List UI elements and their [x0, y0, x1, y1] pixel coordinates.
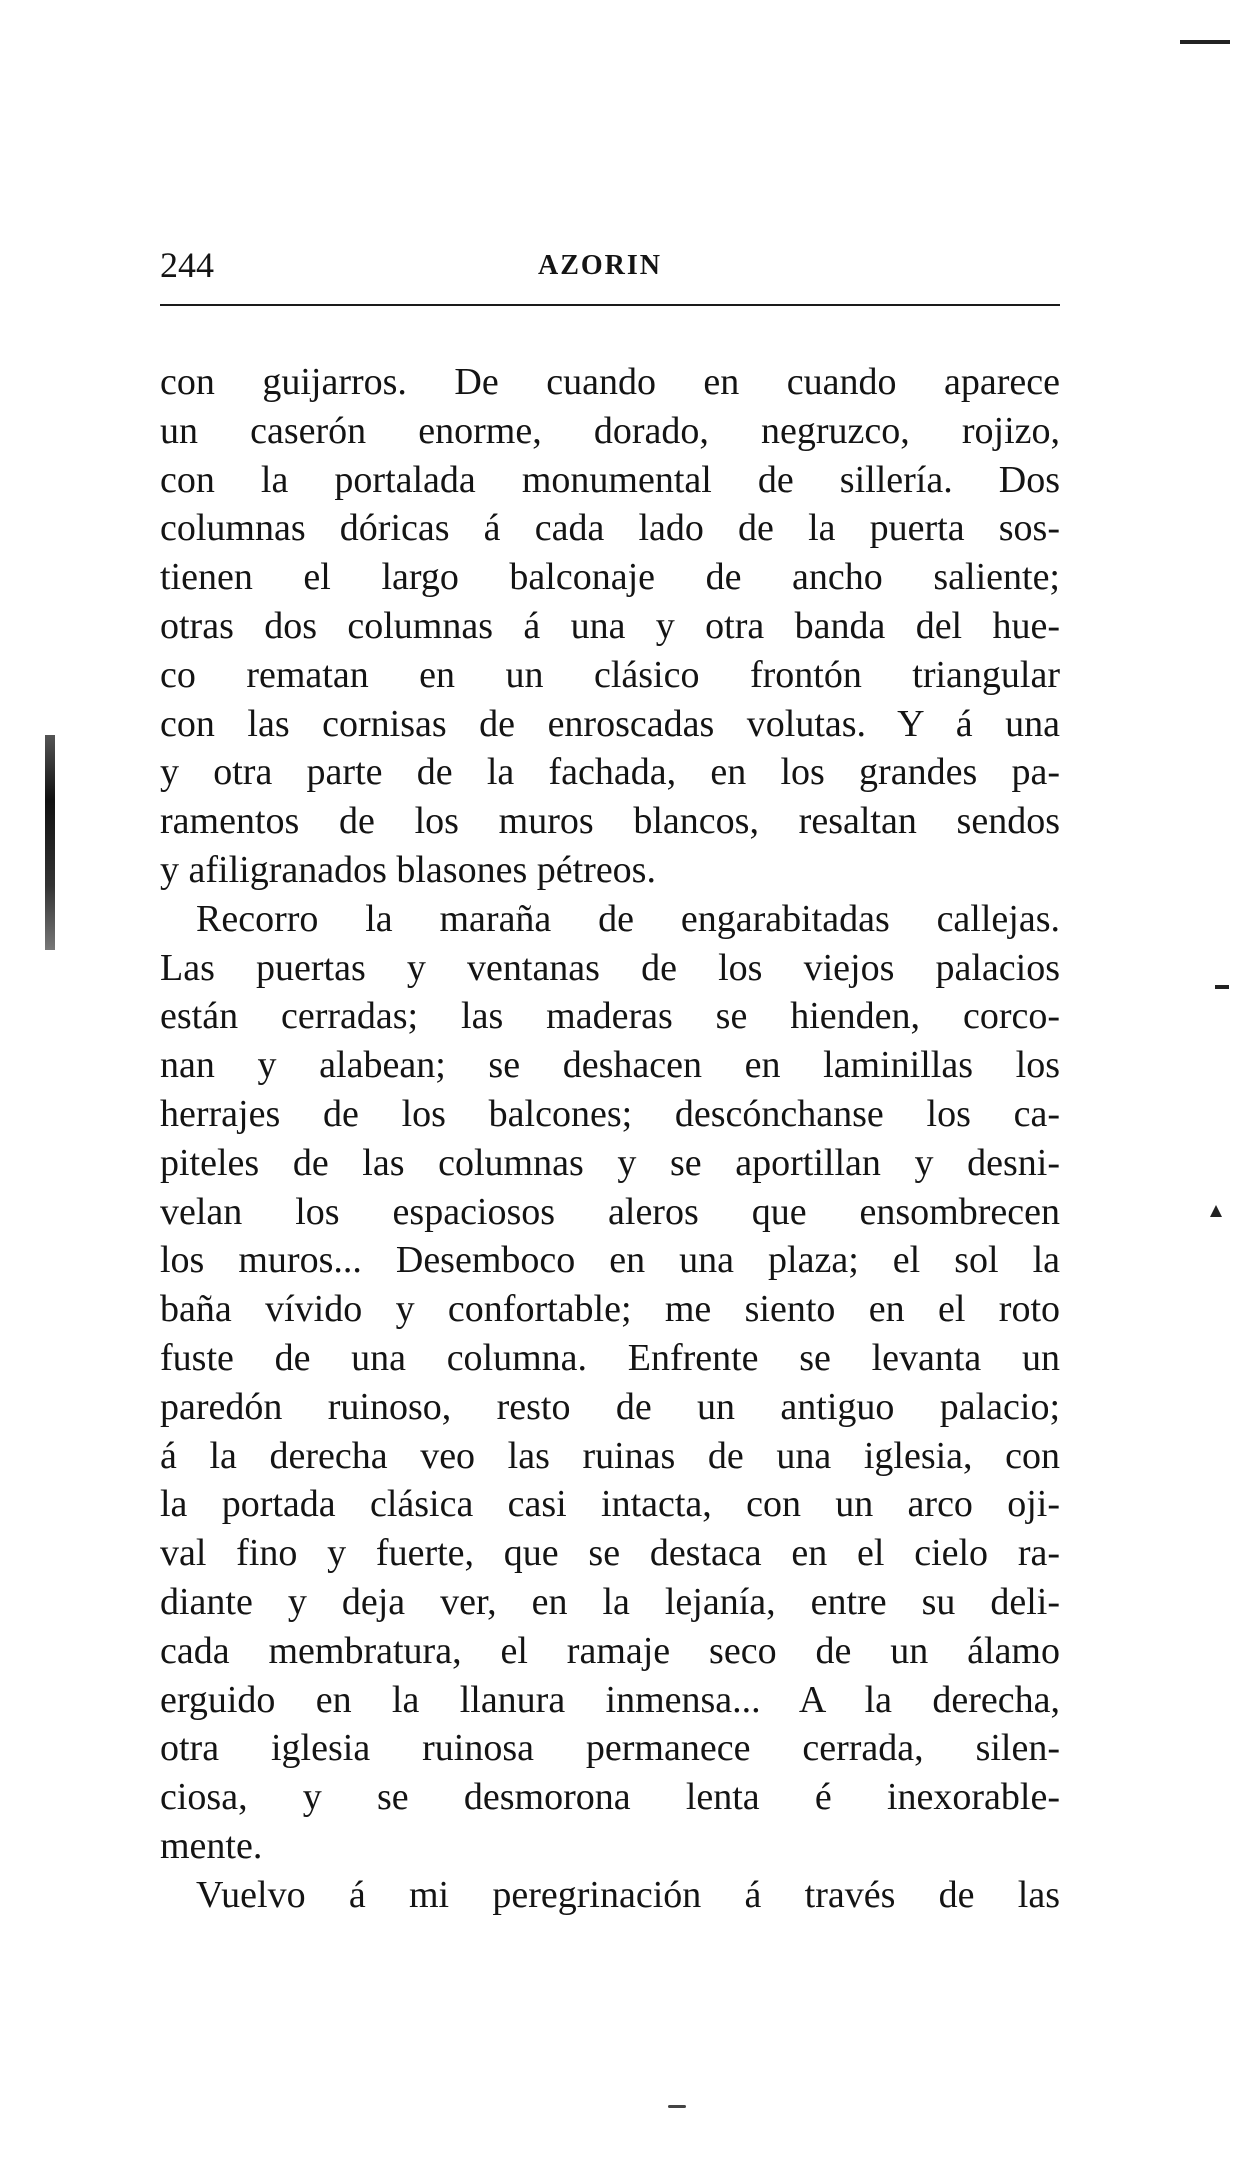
binding-shadow-mark: [45, 735, 55, 950]
text-line: están cerradas; las maderas se hienden, corco-: [160, 995, 1060, 1038]
margin-mark-right-lower: [1210, 1205, 1222, 1217]
margin-mark-right: [1215, 985, 1229, 989]
text-line: tienen el largo balconaje de ancho saliente;: [160, 556, 1060, 599]
running-head: [160, 244, 1060, 294]
text-line: baña vívido y confortable; me siento en el roto: [160, 1288, 1060, 1331]
header-rule: [160, 304, 1060, 306]
text-line: velan los espaciosos aleros que ensombrecen: [160, 1190, 1060, 1233]
text-line: fuste de una columna. Enfrente se levanta un: [160, 1336, 1060, 1379]
text-line: y otra parte de la fachada, en los grandes pa-: [160, 751, 1060, 794]
text-line: con guijarros. De cuando en cuando aparece: [160, 361, 1060, 403]
text-line: val fino y fuerte, que se destaca en el cielo ra-: [160, 1532, 1060, 1575]
text-line: co rematan en un clásico frontón triangular: [160, 653, 1060, 696]
text-line: un caserón enorme, dorado, negruzco, rojizo,: [160, 409, 1060, 452]
text-line: con la portalada monumental de sillería. Dos: [160, 458, 1060, 501]
text-line: la portada clásica casi intacta, con un arco oji-: [160, 1483, 1060, 1526]
text-line: diante y deja ver, en la lejanía, entre su deli-: [160, 1580, 1060, 1623]
text-line: columnas dóricas á cada lado de la puerta sos-: [160, 507, 1060, 550]
text-line: á la derecha veo las ruinas de una iglesia, con: [160, 1434, 1060, 1477]
text-line: piteles de las columnas y se aportillan y desni-: [160, 1141, 1060, 1184]
text-line: paredón ruinoso, resto de un antiguo palacio;: [160, 1385, 1060, 1428]
running-title: AZORIN: [538, 250, 663, 281]
text-line: erguido en la llanura inmensa... A la derecha,: [160, 1678, 1060, 1721]
text-line-paragraph-end: mente.: [160, 1824, 263, 1867]
text-line: nan y alabean; se deshacen en laminillas los: [160, 1044, 1060, 1087]
text-line-paragraph-start: Recorro la maraña de engarabitadas callejas.: [196, 897, 1060, 940]
text-line-paragraph-start: Vuelvo á mi peregrinación á través de las: [196, 1873, 1060, 1916]
text-line: ciosa, y se desmorona lenta é inexorable-: [160, 1776, 1060, 1819]
page-number: 244: [160, 245, 214, 285]
margin-mark-bottom: [668, 2105, 686, 2108]
text-line: los muros... Desemboco en una plaza; el sol la: [160, 1239, 1060, 1282]
margin-mark-top: [1180, 40, 1230, 44]
text-line: ramentos de los muros blancos, resaltan sendos: [160, 800, 1060, 843]
text-line: otras dos columnas á una y otra banda del hue-: [160, 604, 1060, 647]
text-line: herrajes de los balcones; descónchanse los ca-: [160, 1092, 1060, 1135]
text-line-paragraph-end: y afiligranados blasones pétreos.: [160, 848, 656, 891]
text-line: Las puertas y ventanas de los viejos palacios: [160, 946, 1060, 989]
text-line: otra iglesia ruinosa permanece cerrada, silen-: [160, 1727, 1060, 1770]
text-line: con las cornisas de enroscadas volutas. Y á una: [160, 702, 1060, 745]
text-line: cada membratura, el ramaje seco de un álamo: [160, 1629, 1060, 1672]
body-text: [160, 358, 1060, 1920]
